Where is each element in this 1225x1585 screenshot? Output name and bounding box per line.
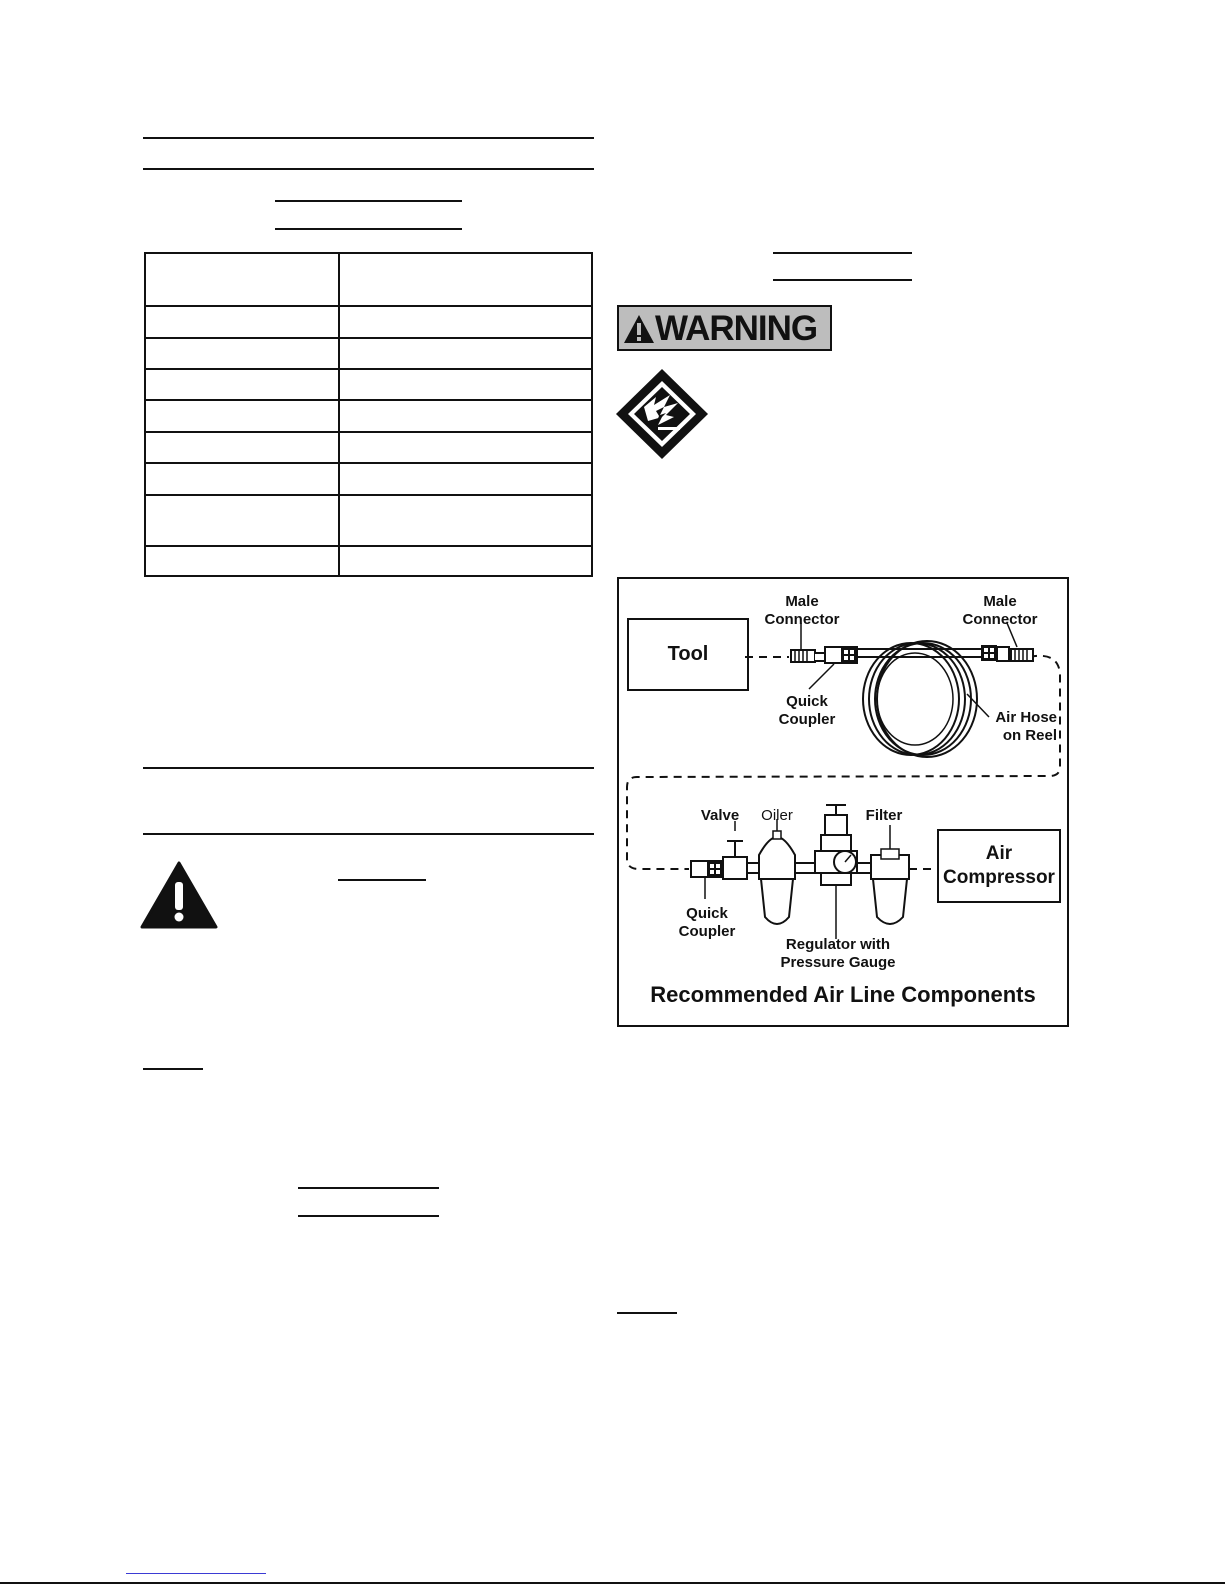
quick-coupler-label: Quick Coupler bbox=[678, 905, 736, 940]
section-rule-top bbox=[143, 767, 594, 769]
male-connector-label: Male Connector bbox=[962, 593, 1038, 628]
heading-underline bbox=[773, 279, 912, 281]
specifications-table bbox=[144, 252, 593, 577]
oiler-label: Oiler bbox=[761, 807, 793, 824]
heading-underline bbox=[338, 879, 426, 881]
heading-underline bbox=[275, 200, 462, 202]
table-column-divider bbox=[338, 254, 340, 575]
air-compressor-box: Air Compressor bbox=[937, 829, 1061, 903]
table-row bbox=[146, 494, 591, 496]
note-underline bbox=[143, 1068, 203, 1070]
table-row bbox=[146, 337, 591, 339]
page-bottom-edge bbox=[0, 1582, 1225, 1584]
table-row bbox=[146, 462, 591, 464]
air-line-diagram bbox=[617, 577, 1069, 1027]
regulator-label: Regulator with Pressure Gauge bbox=[780, 936, 896, 971]
table-row bbox=[146, 545, 591, 547]
footer-link[interactable] bbox=[126, 1573, 266, 1574]
valve-label: Valve bbox=[700, 807, 740, 824]
explosion-hazard-icon bbox=[614, 367, 710, 461]
table-row bbox=[146, 368, 591, 370]
table-row bbox=[146, 431, 591, 433]
filter-label: Filter bbox=[865, 807, 903, 824]
diagram-title: Recommended Air Line Components bbox=[650, 982, 1036, 1007]
section-rule-bottom bbox=[143, 168, 594, 170]
table-row bbox=[146, 305, 591, 307]
table-row bbox=[146, 399, 591, 401]
warning-triangle-icon bbox=[140, 860, 218, 930]
alert-triangle-icon bbox=[622, 313, 656, 345]
male-connector-label: Male Connector bbox=[764, 593, 840, 628]
heading-underline bbox=[298, 1215, 439, 1217]
section-rule-top bbox=[143, 137, 594, 139]
air-hose-label: Air Hose on Reel bbox=[995, 709, 1057, 744]
warning-label bbox=[617, 305, 832, 351]
warning-text: WARNING bbox=[655, 309, 818, 348]
heading-underline bbox=[275, 228, 462, 230]
tool-box: Tool bbox=[627, 618, 749, 691]
quick-coupler-label: Quick Coupler bbox=[778, 693, 836, 728]
section-rule-bottom bbox=[143, 833, 594, 835]
heading-underline bbox=[773, 252, 912, 254]
heading-underline bbox=[298, 1187, 439, 1189]
note-underline bbox=[617, 1312, 677, 1314]
